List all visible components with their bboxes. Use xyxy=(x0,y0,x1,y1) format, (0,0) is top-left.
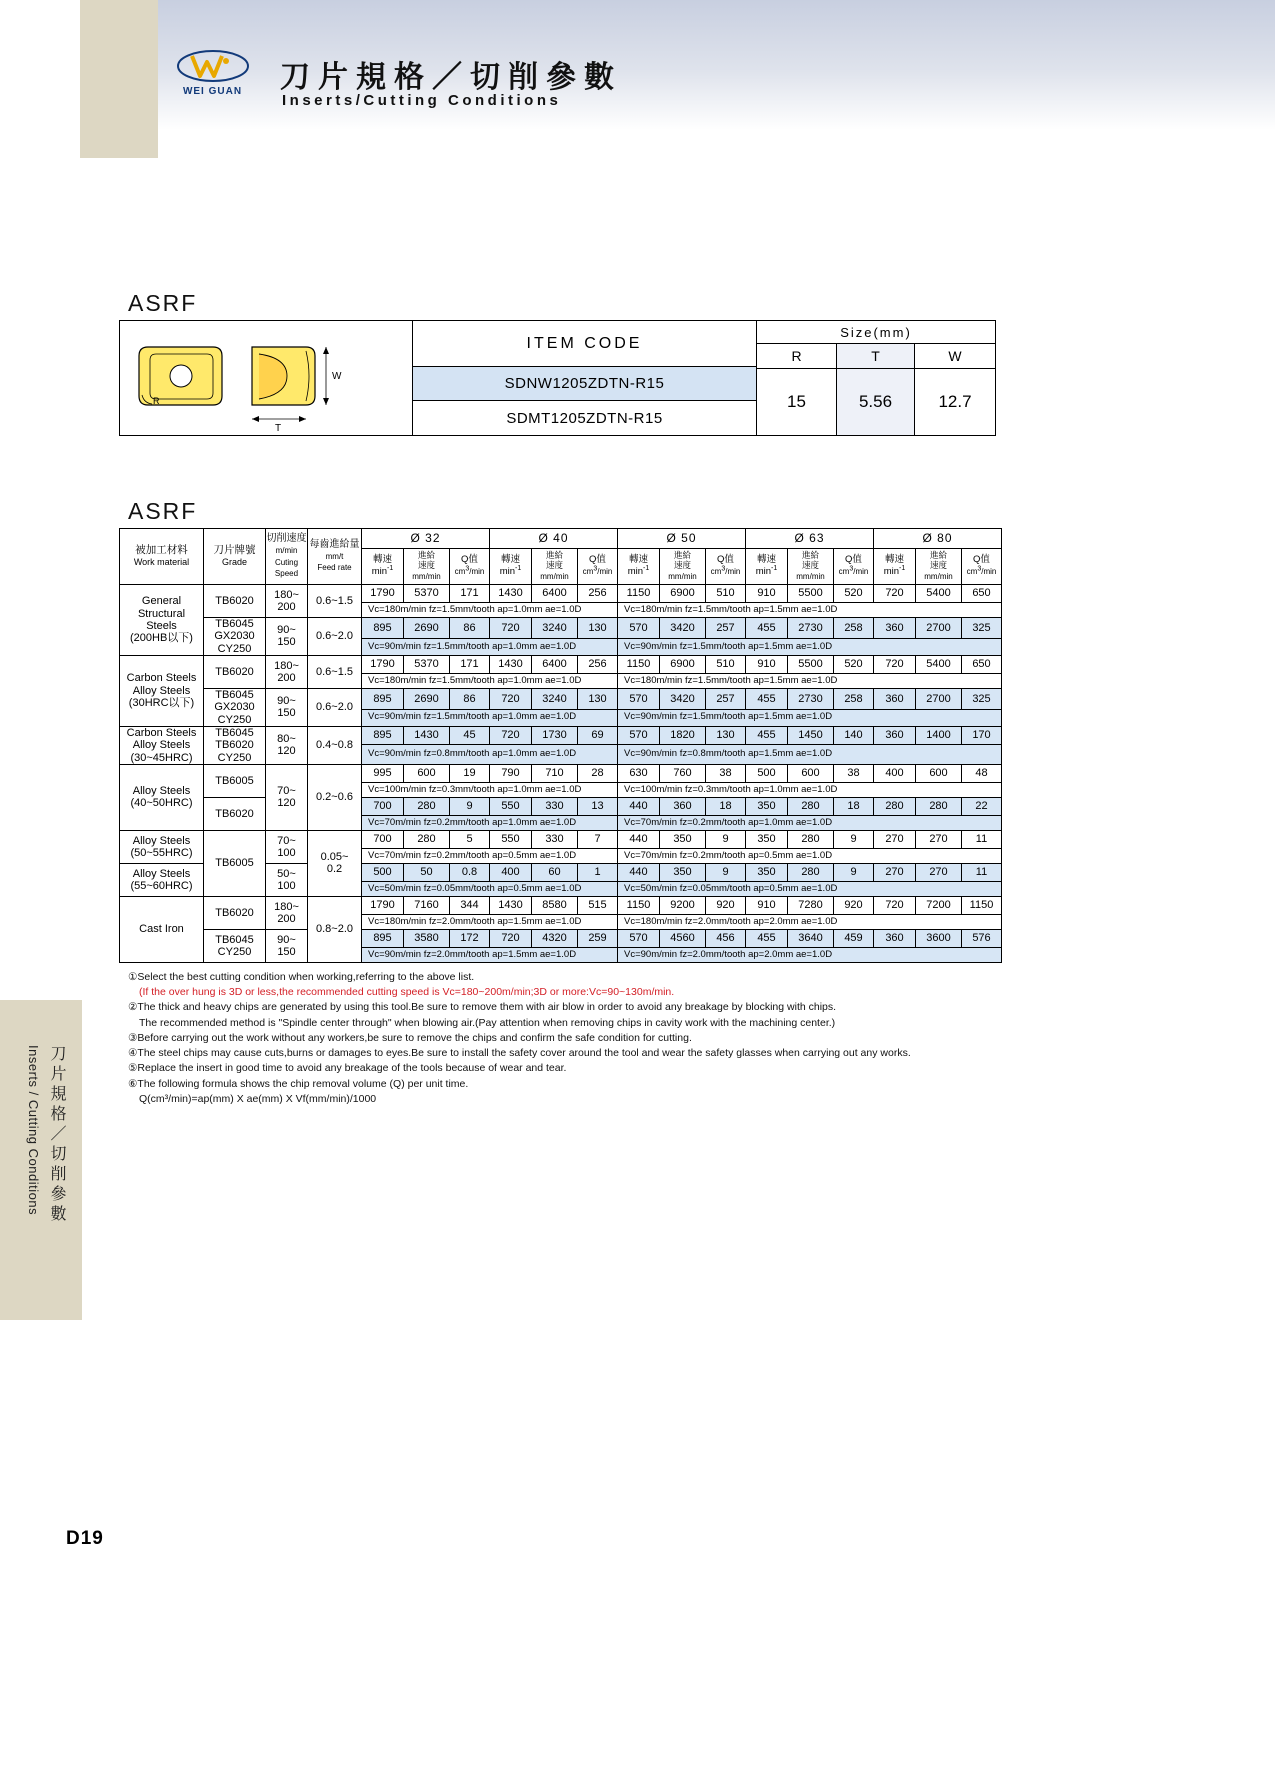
cell-value: 510 xyxy=(706,585,746,603)
subheader-q: Q值 cm3/min xyxy=(834,549,874,585)
cell-value: 259 xyxy=(578,929,618,947)
cell-value: 4560 xyxy=(660,929,706,947)
cell-value: 350 xyxy=(660,830,706,848)
cell-value: 130 xyxy=(706,726,746,744)
cell-value: 600 xyxy=(404,764,450,782)
subheader-rpm: 轉速 $\min^{-1}$ xyxy=(874,549,916,585)
subheader-feed: 進給 速度 mm/min xyxy=(660,549,706,585)
cell-value: 172 xyxy=(450,929,490,947)
table-row xyxy=(120,726,1002,744)
cell-value: 9 xyxy=(706,830,746,848)
cell-value: 130 xyxy=(578,618,618,639)
cell-value: 9 xyxy=(450,797,490,815)
cell-value: 570 xyxy=(618,929,660,947)
cell-value: 790 xyxy=(490,764,532,782)
subheader-q: Q值 cm3/min xyxy=(962,549,1002,585)
header-diameter-1: Ø 40 xyxy=(490,529,618,549)
header-diameter-0: Ø 32 xyxy=(362,529,490,549)
cell-value: 256 xyxy=(578,655,618,673)
section-title-spec: ASRF xyxy=(128,290,198,316)
cell-value: 3240 xyxy=(532,618,578,639)
cell-value: 5500 xyxy=(788,655,834,673)
cell-value: 86 xyxy=(450,688,490,709)
cell-value: 720 xyxy=(490,688,532,709)
cell-value: 350 xyxy=(746,863,788,881)
svg-text:T: T xyxy=(275,423,282,434)
cell-value: 720 xyxy=(874,896,916,914)
cell-value: 5370 xyxy=(404,655,450,673)
svg-text:W: W xyxy=(332,371,342,382)
cell-value: 400 xyxy=(874,764,916,782)
cell-value: 2690 xyxy=(404,688,450,709)
cell-value: 258 xyxy=(834,688,874,709)
cell-feed-rate: 0.6~1.5 xyxy=(308,655,362,688)
cell-value: 600 xyxy=(916,764,962,782)
cell-value: 330 xyxy=(532,797,578,815)
header-cutting-speed: 切削速度 m/min Cuting Speed xyxy=(266,529,308,585)
note-right: Vc=70m/min fz=0.2mm/tooth ap=1.0mm ae=1.0D xyxy=(618,815,1002,830)
note-left: Vc=90m/min fz=1.5mm/tooth ap=1.0mm ae=1.0D xyxy=(362,709,618,726)
page-title-cn: 刀片規格／切削參數 xyxy=(280,60,622,95)
cell-value: 256 xyxy=(578,585,618,603)
cell-work-material: Alloy Steels (40~50HRC) xyxy=(120,764,204,830)
cell-value: 45 xyxy=(450,726,490,744)
cell-value: 5400 xyxy=(916,585,962,603)
weiguan-logo-icon xyxy=(176,48,250,84)
footnote-item: Q(cm³/min)=ap(mm) X ae(mm) X Vf(mm/min)/1000 xyxy=(139,1092,377,1105)
cell-value: 9 xyxy=(706,863,746,881)
cell-value: 895 xyxy=(362,688,404,709)
size-value-w: 12.7 xyxy=(938,392,972,411)
cell-value: 2690 xyxy=(404,618,450,639)
footnote-item: ③Before carrying out the work without any workers,be sure to remove the chips and confirm the safe condition for cutting. xyxy=(128,1031,692,1044)
cell-value: 455 xyxy=(746,618,788,639)
cell-grade: TB6005 xyxy=(204,764,266,797)
subheader-feed: 進給 速度 mm/min xyxy=(404,549,450,585)
size-col-t-header: T xyxy=(837,344,915,369)
note-left: Vc=100m/min fz=0.3mm/tooth ap=1.0mm ae=1.0D xyxy=(362,782,618,797)
side-tab xyxy=(0,1000,82,1320)
cell-value: 350 xyxy=(660,863,706,881)
note-right: Vc=180m/min fz=1.5mm/tooth ap=1.5mm ae=1.0D xyxy=(618,603,1002,618)
cell-cutting-speed: 90~ 150 xyxy=(266,688,308,726)
header-diameter-3: Ø 63 xyxy=(746,529,874,549)
cell-value: 1150 xyxy=(618,585,660,603)
cell-value: 7160 xyxy=(404,896,450,914)
subheader-feed: 進給 速度 mm/min xyxy=(788,549,834,585)
size-value-r: 15 xyxy=(757,369,837,435)
subheader-q: Q值 cm3/min xyxy=(706,549,746,585)
cell-value: 576 xyxy=(962,929,1002,947)
cell-value: 1790 xyxy=(362,585,404,603)
cell-value: 5500 xyxy=(788,585,834,603)
cell-value: 48 xyxy=(962,764,1002,782)
note-left: Vc=70m/min fz=0.2mm/tooth ap=1.0mm ae=1.0D xyxy=(362,815,618,830)
item-code-row-1: SDNW1205ZDTN-R15 xyxy=(413,367,757,401)
cell-value: 11 xyxy=(962,830,1002,848)
cell-value: 720 xyxy=(490,618,532,639)
header-left-block xyxy=(80,0,158,158)
cell-value: 455 xyxy=(746,726,788,744)
header-grade: 刀片牌號 Grade xyxy=(204,529,266,585)
cell-value: 11 xyxy=(962,863,1002,881)
cell-cutting-speed: 180~ 200 xyxy=(266,655,308,688)
cell-value: 360 xyxy=(874,929,916,947)
note-left: Vc=180m/min fz=1.5mm/tooth ap=1.0mm ae=1.0D xyxy=(362,673,618,688)
cell-grade: TB6020 xyxy=(204,896,266,929)
header-diameter-2: Ø 50 xyxy=(618,529,746,549)
cell-value: 455 xyxy=(746,688,788,709)
cell-value: 0.8 xyxy=(450,863,490,881)
cell-cutting-speed: 180~ 200 xyxy=(266,896,308,929)
cell-value: 760 xyxy=(660,764,706,782)
cell-value: 2700 xyxy=(916,688,962,709)
cell-value: 171 xyxy=(450,655,490,673)
cell-value: 895 xyxy=(362,929,404,947)
cell-feed-rate: 0.6~1.5 xyxy=(308,585,362,618)
size-col-r-header: R xyxy=(757,344,837,369)
cell-value: 630 xyxy=(618,764,660,782)
cell-value: 520 xyxy=(834,585,874,603)
note-right: Vc=100m/min fz=0.3mm/tooth ap=1.0mm ae=1.0D xyxy=(618,782,1002,797)
cell-value: 360 xyxy=(874,618,916,639)
cell-cutting-speed: 180~ 200 xyxy=(266,585,308,618)
cell-value: 9 xyxy=(834,863,874,881)
table-row xyxy=(120,585,1002,603)
table-header-row xyxy=(120,529,1002,549)
cell-value: 140 xyxy=(834,726,874,744)
cell-grade: TB6005 xyxy=(204,830,266,896)
subheader-q: Q值 cm3/min xyxy=(578,549,618,585)
cell-value: 1150 xyxy=(618,896,660,914)
cell-value: 3420 xyxy=(660,618,706,639)
cell-value: 1430 xyxy=(490,655,532,673)
cell-value: 38 xyxy=(834,764,874,782)
cell-value: 920 xyxy=(706,896,746,914)
note-left: Vc=180m/min fz=1.5mm/tooth ap=1.0mm ae=1.0D xyxy=(362,603,618,618)
header-diameter-4: Ø 80 xyxy=(874,529,1002,549)
cell-value: 1450 xyxy=(788,726,834,744)
table-row xyxy=(120,764,1002,782)
cell-value: 130 xyxy=(578,688,618,709)
cell-value: 4320 xyxy=(532,929,578,947)
cell-value: 650 xyxy=(962,585,1002,603)
cell-value: 18 xyxy=(706,797,746,815)
note-left: Vc=90m/min fz=0.8mm/tooth ap=1.0mm ae=1.0D xyxy=(362,744,618,764)
table-row xyxy=(120,830,1002,848)
cell-value: 280 xyxy=(874,797,916,815)
section-title-cutting: ASRF xyxy=(128,498,198,524)
logo-text: WEI GUAN xyxy=(182,86,243,97)
note-right: Vc=70m/min fz=0.2mm/tooth ap=0.5mm ae=1.0D xyxy=(618,848,1002,863)
cell-value: 1430 xyxy=(490,896,532,914)
cell-value: 350 xyxy=(746,797,788,815)
cell-value: 920 xyxy=(834,896,874,914)
cell-value: 720 xyxy=(490,726,532,744)
cell-value: 910 xyxy=(746,655,788,673)
cell-value: 550 xyxy=(490,830,532,848)
cell-value: 280 xyxy=(788,863,834,881)
cell-value: 520 xyxy=(834,655,874,673)
table-row xyxy=(120,896,1002,914)
table-row xyxy=(120,618,1002,639)
cell-value: 9200 xyxy=(660,896,706,914)
note-right: Vc=90m/min fz=2.0mm/tooth ap=2.0mm ae=1.0D xyxy=(618,947,1002,962)
cell-value: 440 xyxy=(618,863,660,881)
cell-value: 600 xyxy=(788,764,834,782)
cell-grade: TB6020 xyxy=(204,797,266,830)
cell-value: 170 xyxy=(962,726,1002,744)
cell-value: 6900 xyxy=(660,585,706,603)
cell-value: 720 xyxy=(874,585,916,603)
footnote-item: The recommended method is "Spindle center through" when blowing air.(Pay attention when removing chips in cavity work with the machining center.) xyxy=(139,1016,836,1029)
cell-value: 895 xyxy=(362,618,404,639)
item-code-row-2: SDMT1205ZDTN-R15 xyxy=(413,401,757,435)
cell-cutting-speed: 70~ 100 xyxy=(266,830,308,863)
cell-work-material: Alloy Steels (50~55HRC) xyxy=(120,830,204,863)
cell-value: 7 xyxy=(578,830,618,848)
cell-grade: TB6020 xyxy=(204,655,266,688)
cell-value: 344 xyxy=(450,896,490,914)
size-col-w-header: W xyxy=(915,344,995,369)
cell-feed-rate: 0.2~0.6 xyxy=(308,764,362,830)
subheader-rpm: 轉速 $\min^{-1}$ xyxy=(618,549,660,585)
cell-cutting-speed: 80~ 120 xyxy=(266,726,308,764)
cell-value: 171 xyxy=(450,585,490,603)
cell-value: 1730 xyxy=(532,726,578,744)
cell-value: 6900 xyxy=(660,655,706,673)
cell-value: 3580 xyxy=(404,929,450,947)
cell-feed-rate: 0.05~ 0.2 xyxy=(308,830,362,896)
cell-value: 440 xyxy=(618,830,660,848)
subheader-rpm: 轉速 $\min^{-1}$ xyxy=(746,549,788,585)
cell-feed-rate: 0.6~2.0 xyxy=(308,688,362,726)
cell-value: 910 xyxy=(746,896,788,914)
cell-value: 8580 xyxy=(532,896,578,914)
cell-grade: TB6045 GX2030 CY250 xyxy=(204,618,266,656)
cell-cutting-speed: 50~ 100 xyxy=(266,863,308,896)
cell-work-material: General Structural Steels (200HB以下) xyxy=(120,585,204,656)
footnote-item: ①Select the best cutting condition when working,referring to the above list. xyxy=(128,971,475,983)
cell-value: 1430 xyxy=(404,726,450,744)
cell-grade: TB6045 CY250 xyxy=(204,929,266,962)
table-row xyxy=(120,797,1002,815)
cell-value: 3640 xyxy=(788,929,834,947)
cell-value: 86 xyxy=(450,618,490,639)
subheader-feed: 進給 速度 mm/min xyxy=(916,549,962,585)
cell-value: 22 xyxy=(962,797,1002,815)
cell-value: 69 xyxy=(578,726,618,744)
cell-value: 360 xyxy=(874,726,916,744)
cell-value: 280 xyxy=(404,830,450,848)
cell-value: 5 xyxy=(450,830,490,848)
cell-value: 570 xyxy=(618,618,660,639)
footnote-item: (If the over hung is 3D or less,the recommended cutting speed is Vc=180~200m/min;3D or more:Vc=90~130m/min. xyxy=(139,986,675,999)
cell-value: 13 xyxy=(578,797,618,815)
insert-figure xyxy=(120,321,413,435)
note-right: Vc=180m/min fz=1.5mm/tooth ap=1.5mm ae=1.0D xyxy=(618,673,1002,688)
cell-value: 2730 xyxy=(788,688,834,709)
note-right: Vc=90m/min fz=0.8mm/tooth ap=1.5mm ae=1.0D xyxy=(618,744,1002,764)
note-left: Vc=180m/min fz=2.0mm/tooth ap=1.5mm ae=1.0D xyxy=(362,914,618,929)
cell-value: 2730 xyxy=(788,618,834,639)
subheader-rpm: 轉速 $\min^{-1}$ xyxy=(362,549,404,585)
note-right: Vc=90m/min fz=1.5mm/tooth ap=1.5mm ae=1.0D xyxy=(618,709,1002,726)
table-row xyxy=(120,688,1002,709)
cell-value: 1430 xyxy=(490,585,532,603)
cell-value: 7200 xyxy=(916,896,962,914)
cell-value: 1400 xyxy=(916,726,962,744)
cell-work-material: Carbon Steels Alloy Steels (30HRC以下) xyxy=(120,655,204,726)
cell-value: 515 xyxy=(578,896,618,914)
cell-value: 50 xyxy=(404,863,450,881)
cutting-conditions-table xyxy=(119,528,1002,963)
cell-value: 500 xyxy=(746,764,788,782)
subheader-feed: 進給 速度 mm/min xyxy=(532,549,578,585)
cell-value: 280 xyxy=(404,797,450,815)
page-number: D19 xyxy=(66,1528,104,1549)
cell-value: 1150 xyxy=(962,896,1002,914)
cell-value: 720 xyxy=(490,929,532,947)
cell-value: 1 xyxy=(578,863,618,881)
cell-value: 570 xyxy=(618,726,660,744)
item-code-header: ITEM CODE xyxy=(413,321,757,367)
cell-grade: TB6045 GX2030 CY250 xyxy=(204,688,266,726)
cell-value: 910 xyxy=(746,585,788,603)
cell-feed-rate: 0.6~2.0 xyxy=(308,618,362,656)
cell-value: 6400 xyxy=(532,585,578,603)
header-work-material: 被加工材料 Work material xyxy=(120,529,204,585)
cell-value: 1820 xyxy=(660,726,706,744)
cell-grade: TB6020 xyxy=(204,585,266,618)
cell-value: 1150 xyxy=(618,655,660,673)
cell-value: 257 xyxy=(706,618,746,639)
cell-value: 710 xyxy=(532,764,578,782)
size-header: Size(mm) xyxy=(757,321,995,344)
side-tab-label-en: Inserts / Cutting Conditions xyxy=(26,1045,41,1216)
cell-work-material: Alloy Steels (55~60HRC) xyxy=(120,863,204,896)
cell-value: 456 xyxy=(706,929,746,947)
note-left: Vc=70m/min fz=0.2mm/tooth ap=0.5mm ae=1.0D xyxy=(362,848,618,863)
cell-value: 650 xyxy=(962,655,1002,673)
cell-work-material: Cast Iron xyxy=(120,896,204,962)
size-value-t: 5.56 xyxy=(837,369,915,435)
cell-value: 570 xyxy=(618,688,660,709)
cell-value: 38 xyxy=(706,764,746,782)
cell-grade: TB6045 TB6020 CY250 xyxy=(204,726,266,764)
cell-value: 500 xyxy=(362,863,404,881)
footnote-item: ⑤Replace the insert in good time to avoid any breakage of the tools because of wear and tear. xyxy=(128,1062,567,1075)
note-left: Vc=90m/min fz=2.0mm/tooth ap=1.5mm ae=1.0D xyxy=(362,947,618,962)
cell-value: 6400 xyxy=(532,655,578,673)
insert-drawing-icon xyxy=(120,321,413,435)
note-left: Vc=50m/min fz=0.05mm/tooth ap=0.5mm ae=1.0D xyxy=(362,881,618,896)
footnote-item: ⑥The following formula shows the chip removal volume (Q) per unit time. xyxy=(128,1077,469,1090)
cell-value: 550 xyxy=(490,797,532,815)
cell-value: 7280 xyxy=(788,896,834,914)
subheader-rpm: 轉速 $\min^{-1}$ xyxy=(490,549,532,585)
cell-value: 258 xyxy=(834,618,874,639)
cell-value: 3240 xyxy=(532,688,578,709)
cell-value: 280 xyxy=(788,830,834,848)
cell-value: 2700 xyxy=(916,618,962,639)
cell-value: 325 xyxy=(962,618,1002,639)
subheader-q: Q值 cm3/min xyxy=(450,549,490,585)
note-right: Vc=180m/min fz=2.0mm/tooth ap=2.0mm ae=1.0D xyxy=(618,914,1002,929)
cell-value: 1790 xyxy=(362,896,404,914)
cell-value: 720 xyxy=(874,655,916,673)
cell-value: 700 xyxy=(362,797,404,815)
cell-value: 440 xyxy=(618,797,660,815)
cell-value: 700 xyxy=(362,830,404,848)
note-right: Vc=50m/min fz=0.05mm/tooth ap=0.5mm ae=1.0D xyxy=(618,881,1002,896)
cell-value: 325 xyxy=(962,688,1002,709)
cell-value: 5400 xyxy=(916,655,962,673)
cell-value: 280 xyxy=(916,797,962,815)
cell-value: 360 xyxy=(874,688,916,709)
cell-value: 270 xyxy=(874,830,916,848)
cell-cutting-speed: 90~ 150 xyxy=(266,618,308,656)
cell-value: 3420 xyxy=(660,688,706,709)
cell-value: 350 xyxy=(746,830,788,848)
cell-value: 257 xyxy=(706,688,746,709)
cell-value: 28 xyxy=(578,764,618,782)
logo xyxy=(160,48,265,110)
cell-value: 1790 xyxy=(362,655,404,673)
cell-value: 60 xyxy=(532,863,578,881)
cell-value: 3600 xyxy=(916,929,962,947)
footnote-item: ②The thick and heavy chips are generated by using this tool.Be sure to remove them with air blow in order to avoid any breakage by blocking with chips. xyxy=(128,1001,837,1014)
cell-value: 18 xyxy=(834,797,874,815)
cell-value: 270 xyxy=(916,863,962,881)
cell-value: 270 xyxy=(916,830,962,848)
cell-feed-rate: 0.8~2.0 xyxy=(308,896,362,962)
cell-cutting-speed: 70~ 120 xyxy=(266,764,308,830)
footnotes xyxy=(128,970,1148,1107)
cell-value: 270 xyxy=(874,863,916,881)
cell-feed-rate: 0.4~0.8 xyxy=(308,726,362,764)
cell-value: 459 xyxy=(834,929,874,947)
table-row xyxy=(120,655,1002,673)
cell-cutting-speed: 90~ 150 xyxy=(266,929,308,962)
footnote-item: ④The steel chips may cause cuts,burns or damages to eyes.Be sure to install the safety cover around the tool and wear the safety glasses when carrying out any works. xyxy=(128,1047,911,1060)
header-feed-rate: 每齒進給量 mm/t Feed rate xyxy=(308,529,362,585)
cell-value: 360 xyxy=(660,797,706,815)
cell-work-material: Carbon Steels Alloy Steels (30~45HRC) xyxy=(120,726,204,764)
cell-value: 5370 xyxy=(404,585,450,603)
cell-value: 995 xyxy=(362,764,404,782)
cell-value: 19 xyxy=(450,764,490,782)
cell-value: 895 xyxy=(362,726,404,744)
cell-value: 510 xyxy=(706,655,746,673)
page-title-en: Inserts/Cutting Conditions xyxy=(282,92,562,109)
cell-value: 9 xyxy=(834,830,874,848)
side-tab-label-cn: 刀片規格／切削參數 xyxy=(48,1045,67,1225)
cell-value: 330 xyxy=(532,830,578,848)
cell-value: 455 xyxy=(746,929,788,947)
spec-table xyxy=(119,320,996,436)
note-left: Vc=90m/min fz=1.5mm/tooth ap=1.0mm ae=1.0D xyxy=(362,638,618,655)
cell-value: 280 xyxy=(788,797,834,815)
table-row xyxy=(120,929,1002,947)
cell-value: 400 xyxy=(490,863,532,881)
svg-text:R: R xyxy=(153,396,160,406)
note-right: Vc=90m/min fz=1.5mm/tooth ap=1.5mm ae=1.0D xyxy=(618,638,1002,655)
